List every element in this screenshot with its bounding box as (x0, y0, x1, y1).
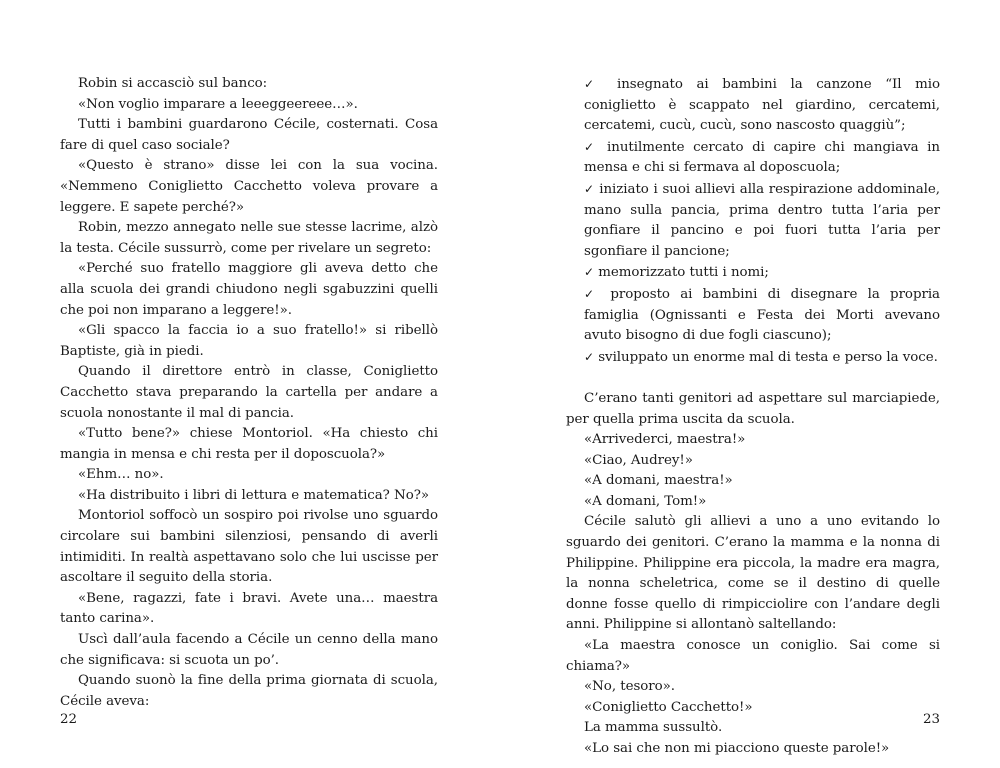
checklist-item (566, 347, 940, 369)
paragraph: Quando suonò la fine della prima giornata di scuola, Cécile aveva: (60, 673, 438, 709)
paragraph: Uscì dall’aula facendo a Cécile un cenno della mano che significava: si scuota un po’. (60, 632, 438, 668)
paragraph: Quando il direttore entrò in classe, Coniglietto Cacchetto stava preparando la cartella per andare a scuola nonostante il mal di pancia. (60, 364, 438, 421)
paragraph: C’erano tanti genitori ad aspettare sul marciapiede, per quella prima uscita da scuola. (566, 390, 940, 427)
paragraph: «Arrivederci, maestra!» (584, 432, 746, 448)
check-mark-icon: ✓ (584, 349, 595, 364)
right-page (566, 0, 940, 768)
right-page-text (566, 74, 940, 760)
checklist-item (566, 284, 940, 347)
paragraph: «Tutto bene?» chiese Montoriol. «Ha chiesto chi mangia in mensa e chi resta per il doposcuola?» (60, 426, 438, 462)
paragraph: «Lo sai che non mi piacciono queste parole!» (584, 741, 890, 756)
page-number-right: 23 (922, 712, 940, 727)
paragraph: «Non voglio imparare a leeeggeereee…». (78, 96, 358, 112)
paragraph: «La maestra conosce un coniglio. Sai come si chiama?» (566, 638, 940, 674)
paragraph: «A domani, Tom!» (584, 493, 707, 509)
paragraph: «Bene, ragazzi, fate i bravi. Avete una… maestra tanto carina». (60, 590, 438, 627)
paragraph: Cécile salutò gli allievi a uno a uno evitando lo sguardo dei genitori. C’erano la mamma e la nonna di Philippine. Philippine era piccola, la madre era magra, la nonna scheletrica, come se il destino di quelle donne fosse quello di rimpicciolire con l’andare degli anni. Philippine si allontanò saltellando: (566, 514, 940, 633)
paragraph: «Ehm… no». (78, 467, 164, 483)
paragraph: Montoriol soffocò un sospiro poi rivolse uno sguardo circolare sui bambini silenziosi, pensando di averli intimiditi. In realtà aspettavano solo che lui uscisse per ascoltare il seguito della storia. (60, 508, 438, 586)
paragraph: Robin si accasciò sul banco: (78, 76, 268, 91)
paragraph: «Gli spacco la faccia io a suo fratello!» si ribellò Baptiste, già in piedi. (60, 323, 438, 359)
paragraph: «A domani, maestra!» (584, 473, 733, 489)
paragraph: «No, tesoro». (584, 679, 675, 695)
checklist-item-text: memorizzato tutti i nomi; (598, 265, 769, 281)
checklist-item (566, 262, 940, 284)
left-page-text (60, 74, 438, 712)
check-mark-icon: ✓ (584, 265, 595, 280)
checklist-item-text: insegnato ai bambini la canzone “Il mio coniglietto è scappato nel giardino, cercatemi, cercatemi, cucù, cucù, sono nascosto quaggiù”; (584, 77, 940, 134)
check-mark-icon: ✓ (584, 286, 601, 301)
paragraph: «Questo è strano» disse lei con la sua vocina. «Nemmeno Coniglietto Cacchetto voleva provare a leggere. E sapete perché?» (60, 158, 438, 215)
check-mark-icon: ✓ (584, 139, 599, 154)
page-number-left: 22 (60, 712, 78, 727)
paragraph: «Coniglietto Cacchetto!» (584, 699, 753, 715)
left-page (60, 0, 438, 768)
section-break (566, 368, 940, 389)
paragraph: «Ciao, Audrey!» (584, 452, 693, 468)
paragraph: «Perché suo fratello maggiore gli aveva detto che alla scuola dei grandi chiudono negli sgabuzzini quelli che poi non imparano a leggere!». (60, 261, 438, 318)
checklist-item (566, 74, 940, 137)
checklist-item (566, 137, 940, 179)
check-mark-icon: ✓ (584, 181, 595, 196)
paragraph: Robin, mezzo annegato nelle sue stesse lacrime, alzò la testa. Cécile sussurrò, come per rivelare un segreto: (60, 220, 438, 256)
paragraph: «Ha distribuito i libri di lettura e matematica? No?» (78, 487, 429, 503)
checklist-item-text: proposto ai bambini di disegnare la propria famiglia (Ognissanti e Festa dei Morti avevano avuto bisogno di due fogli ciascuno); (584, 286, 940, 344)
checklist-item-text: sviluppato un enorme mal di testa e perso la voce. (598, 349, 938, 365)
checklist-item-text: iniziato i suoi allievi alla respirazione addominale, mano sulla pancia, prima dentro tutta l’aria per gonfiare il pancino e poi fuori tutta l’aria per sgonfiare il pancione; (584, 181, 940, 259)
check-mark-icon: ✓ (584, 77, 604, 91)
paragraph: Tutti i bambini guardarono Cécile, costernati. Cosa fare di quel caso sociale? (60, 117, 438, 153)
paragraph: La mamma sussultò. (584, 720, 723, 736)
checklist-item-text: inutilmente cercato di capire chi mangiava in mensa e chi si fermava al doposcuola; (584, 139, 940, 176)
checklist-item (566, 179, 940, 262)
